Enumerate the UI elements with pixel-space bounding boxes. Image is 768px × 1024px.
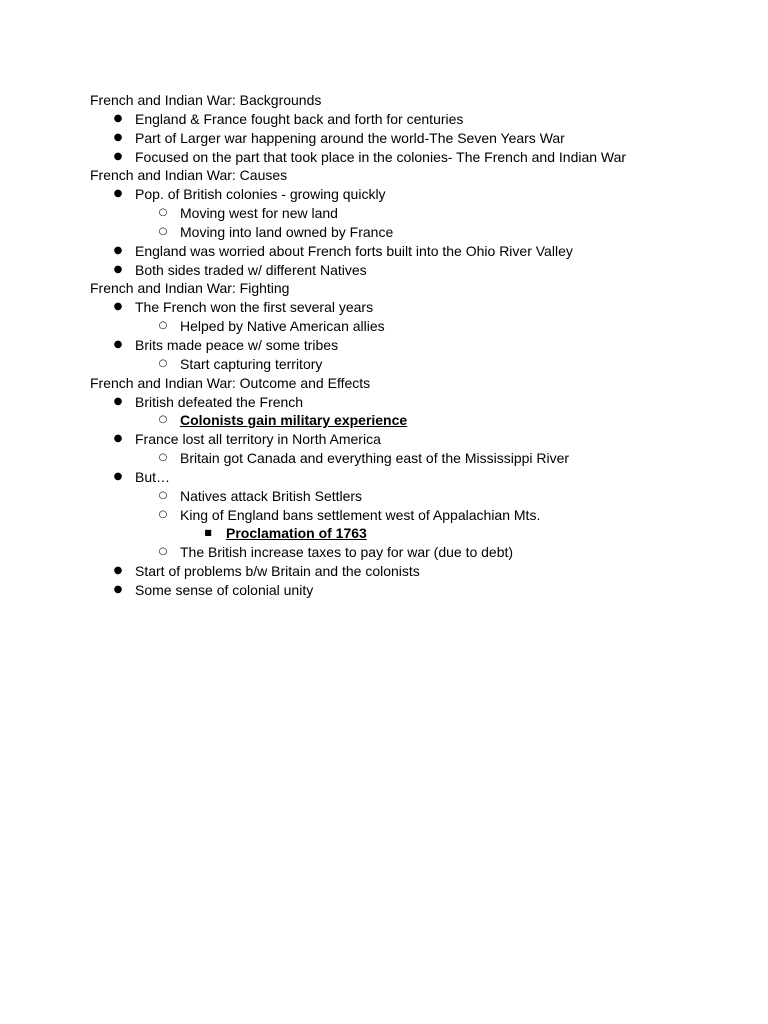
bullet-circle-icon: ○	[158, 414, 168, 426]
bullet-circle-icon: ○	[158, 225, 168, 237]
list-item	[90, 261, 730, 280]
bullet-circle-icon: ○	[158, 489, 168, 501]
list-item-text: Start of problems b/w Britain and the colonists	[135, 563, 420, 580]
bullet-disc-icon: ●	[113, 395, 123, 407]
bullet-disc-icon: ●	[113, 583, 123, 595]
section-heading	[90, 279, 730, 298]
sub-list-item-text: King of England bans settlement west of Appalachian Mts.	[180, 506, 541, 523]
list-item	[90, 110, 730, 129]
sub-list-item-text: Natives attack British Settlers	[180, 487, 363, 504]
bullet-disc-icon: ●	[113, 112, 123, 124]
list-item	[90, 129, 730, 148]
bullet-circle-icon: ○	[158, 508, 168, 520]
section-heading	[90, 166, 730, 185]
list-item	[90, 185, 730, 204]
bullet-disc-icon: ●	[113, 150, 123, 162]
sub-list-item	[90, 487, 730, 506]
bullet-circle-icon: ○	[158, 207, 168, 219]
notes-outline	[90, 91, 730, 600]
bullet-disc-icon: ●	[113, 565, 123, 577]
section-heading	[90, 91, 730, 110]
list-item	[90, 336, 730, 355]
heading-text: French and Indian War: Causes	[90, 167, 288, 184]
emphasized-text: Colonists gain military experience	[180, 412, 408, 429]
bullet-circle-icon: ○	[158, 357, 168, 369]
bullet-disc-icon: ●	[113, 301, 123, 313]
section-heading	[90, 374, 730, 393]
sub-list-item-text: The British increase taxes to pay for war (due to debt)	[180, 544, 514, 561]
list-item-text: Focused on the part that took place in the colonies- The French and Indian War	[135, 148, 627, 165]
list-item	[90, 148, 730, 167]
sub-list-item	[90, 223, 730, 242]
sub-list-item	[90, 317, 730, 336]
list-item-text: England was worried about French forts built into the Ohio River Valley	[135, 242, 573, 259]
list-item-text: England & France fought back and forth for centuries	[135, 110, 464, 127]
list-item-text: Both sides traded w/ different Natives	[135, 261, 367, 278]
sub-list-item	[90, 355, 730, 374]
sub-sub-list-item	[90, 524, 730, 543]
list-item-text: France lost all territory in North America	[135, 431, 381, 448]
sub-list-item	[90, 449, 730, 468]
bullet-disc-icon: ●	[113, 131, 123, 143]
bullet-disc-icon: ●	[113, 470, 123, 482]
list-item	[90, 562, 730, 581]
bullet-disc-icon: ●	[113, 338, 123, 350]
list-item-text: Brits made peace w/ some tribes	[135, 336, 339, 353]
list-item-text: But…	[135, 468, 171, 485]
list-item	[90, 393, 730, 412]
bullet-square-icon: ■	[204, 528, 212, 538]
bullet-disc-icon: ●	[113, 244, 123, 256]
bullet-circle-icon: ○	[158, 546, 168, 558]
sub-list-item-text: Helped by Native American allies	[180, 318, 385, 335]
heading-text: French and Indian War: Outcome and Effects	[90, 374, 371, 391]
bullet-circle-icon: ○	[158, 320, 168, 332]
list-item	[90, 581, 730, 600]
list-item	[90, 430, 730, 449]
bullet-disc-icon: ●	[113, 263, 123, 275]
heading-text: French and Indian War: Fighting	[90, 280, 290, 297]
sub-list-item	[90, 411, 730, 430]
sub-list-item	[90, 543, 730, 562]
sub-list-item-text: Britain got Canada and everything east of the Mississippi River	[180, 450, 570, 467]
list-item	[90, 242, 730, 261]
emphasized-text: Proclamation of 1763	[226, 525, 367, 542]
sub-list-item-text: Moving into land owned by France	[180, 223, 394, 240]
list-item	[90, 298, 730, 317]
list-item-text: Pop. of British colonies - growing quickly	[135, 186, 386, 203]
list-item-text: The French won the first several years	[135, 299, 374, 316]
list-item	[90, 468, 730, 487]
bullet-circle-icon: ○	[158, 452, 168, 464]
sub-list-item	[90, 204, 730, 223]
sub-list-item	[90, 506, 730, 525]
list-item-text: Some sense of colonial unity	[135, 581, 314, 598]
sub-list-item-text: Moving west for new land	[180, 205, 338, 222]
heading-text: French and Indian War: Backgrounds	[90, 92, 322, 108]
bullet-disc-icon: ●	[113, 433, 123, 445]
sub-list-item-text: Start capturing territory	[180, 355, 323, 372]
list-item-text: Part of Larger war happening around the world-The Seven Years War	[135, 129, 565, 146]
list-item-text: British defeated the French	[135, 393, 304, 410]
bullet-disc-icon: ●	[113, 188, 123, 200]
